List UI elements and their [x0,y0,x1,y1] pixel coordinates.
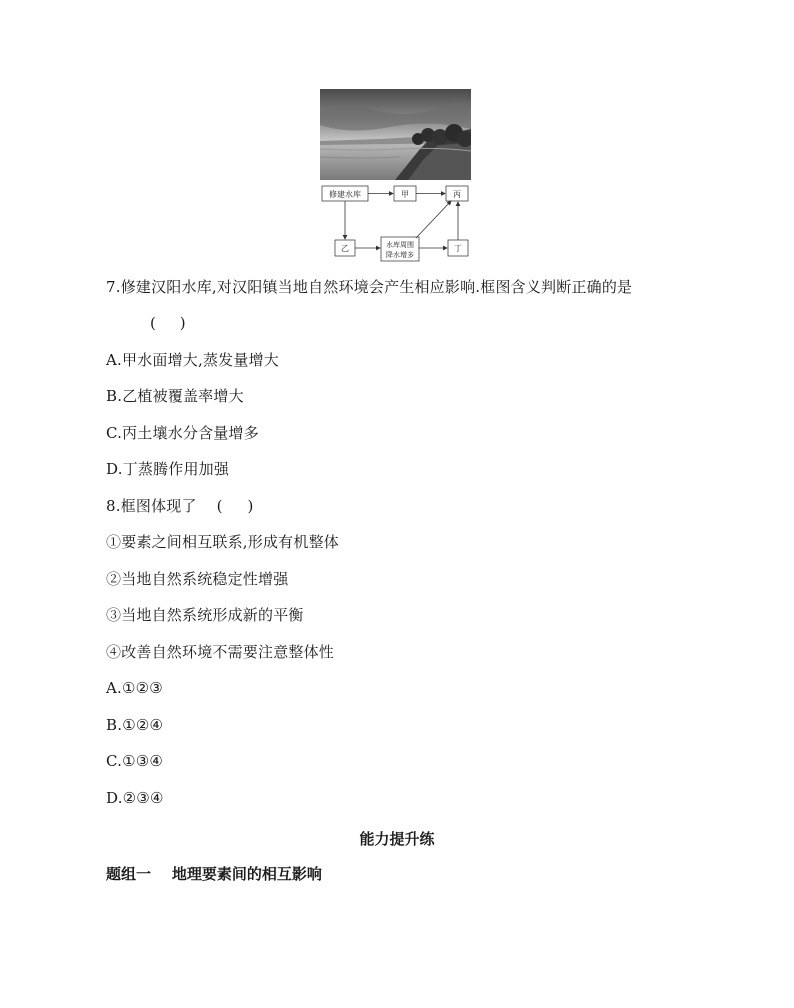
q8-option-c: C.①③④ [106,752,164,770]
node-jia [394,186,416,201]
q7-option-c: C.丙土壤水分含量增多 [106,424,259,442]
q8-stem: 8.框图体现了 ( ) [106,497,254,515]
svg-text:水库周围: 水库周围 [386,241,414,249]
q7-option-b: B.乙植被覆盖率增大 [106,387,244,405]
group-title: 题组一 地理要素间的相互影响 [106,865,322,883]
flow-diagram [318,180,478,264]
svg-text:修建水库: 修建水库 [329,190,361,199]
q8-statement-4: ④改善自然环境不需要注意整体性 [106,643,335,661]
q8-option-a: A.①②③ [106,679,163,697]
node-rain [381,237,419,261]
svg-text:乙: 乙 [341,244,349,253]
reservoir-photo [320,89,471,180]
q8-statement-2: ②当地自然系统稳定性增强 [106,570,289,588]
q7-option-a: A.甲水面增大,蒸发量增大 [106,351,279,369]
q8-option-d: D.②③④ [106,789,164,807]
q7-answer-blank: ( ) [150,314,186,332]
node-ding [448,240,468,256]
section-title: 能力提升练 [359,830,435,848]
svg-text:甲: 甲 [401,190,409,199]
q7-stem: 7.修建汉阳水库,对汉阳镇当地自然环境会产生相应影响.框图含义判断正确的是 [106,278,633,296]
q8-statement-3: ③当地自然系统形成新的平衡 [106,606,304,624]
svg-text:丙: 丙 [453,190,461,199]
q7-option-d: D.丁蒸腾作用加强 [106,460,230,478]
node-bing [446,186,468,201]
q8-statement-1: ①要素之间相互联系,形成有机整体 [106,533,339,551]
node-yi [335,240,355,256]
node-build-reservoir [322,186,368,201]
svg-text:丁: 丁 [454,244,462,253]
q8-option-b: B.①②④ [106,716,164,734]
svg-text:降水增多: 降水增多 [386,251,414,259]
